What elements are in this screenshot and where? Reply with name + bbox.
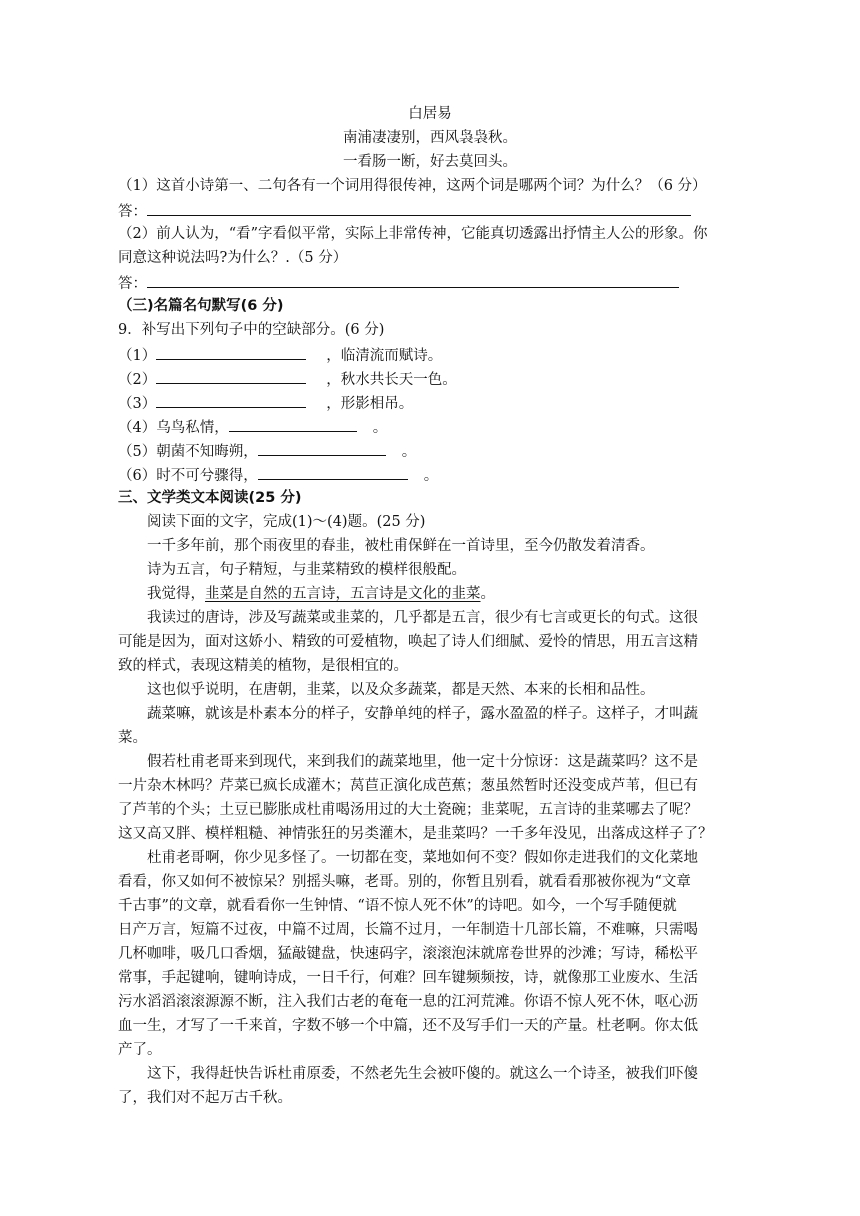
paragraph-line: 日产万言，短篇不过夜，中篇不过周，长篇不过月，一年制造十几部长篇，不难嘛，只需喝 — [118, 922, 698, 938]
answer-row-2 — [118, 272, 679, 294]
paragraph-line: 了，我们对不起万古千秋。 — [118, 1090, 292, 1106]
question-2-line-2: 同意这种说法吗?为什么？.（5 分） — [118, 250, 348, 266]
paragraph-line: 菜。 — [118, 730, 147, 746]
paragraph-line: 污水滔滔滚滚源源不断，注入我们古老的奄奄一息的江河荒滩。你语不惊人死不休，呕心沥 — [118, 994, 698, 1010]
answer-blank-1[interactable] — [147, 200, 691, 216]
paragraph-line: 致的样式，表现这精美的植物，是很相宜的。 — [118, 658, 408, 674]
item-text: 。 — [423, 468, 439, 484]
item-prompt: （6）时不可兮骤得， — [118, 468, 258, 484]
paragraph-line: 杜甫老哥啊，你少见多怪了。一切都在变，菜地如何不变？假如你走进我们的文化菜地 — [147, 850, 698, 866]
dictation-item — [118, 392, 413, 414]
paragraph-line: 了芦苇的个头；土豆已膨胀成杜甫喝汤用过的大土瓷碗；韭菜呢，五言诗的韭菜哪去了呢？ — [118, 802, 698, 818]
question-2-line-1: （2）前人认为，“看”字看似平常，实际上非常传神，它能真切透露出抒情主人公的形象。你 — [118, 226, 708, 242]
question-1: （1）这首小诗第一、二句各有一个词用得很传神，这两个词是哪两个词？为什么？（6 分） — [118, 178, 707, 194]
paragraph-line — [147, 584, 495, 604]
answer-row-1 — [118, 200, 691, 222]
paragraph-line: 蔬菜嘛，就该是朴素本分的样子，安静单纯的样子，露水盈盈的样子。这样子，才叫蔬 — [147, 706, 698, 722]
question-9: 9．补写出下列句子中的空缺部分。(6 分) — [118, 322, 385, 338]
fill-blank[interactable] — [258, 464, 408, 480]
paragraph-line: 产了。 — [118, 1042, 162, 1058]
item-number: （2） — [118, 372, 157, 388]
text-span: 。 — [480, 586, 495, 602]
item-number: （3） — [118, 396, 157, 412]
paragraph-line: 千古事”的文章，就看看你一生钟情、“语不惊人死不休”的诗吧。如今，一个写手随便就 — [118, 898, 677, 914]
paragraph-line: 我读过的唐诗，涉及写蔬菜或韭菜的，几乎都是五言，很少有七言或更长的句式。这很 — [147, 610, 698, 626]
reading-intro: 阅读下面的文字，完成(1)～(4)题。(25 分) — [147, 514, 426, 530]
fill-blank[interactable] — [229, 416, 357, 432]
text-span: 我觉得， — [147, 586, 205, 602]
paragraph-line: 可能是因为，面对这娇小、精致的可爱植物，唤起了诗人们细腻、爱怜的情思，用五言这精 — [118, 634, 698, 650]
section-heading-reading: 三、文学类文本阅读(25 分) — [118, 490, 302, 506]
poem-line-1: 南浦凄凄别，西风袅袅秋。 — [343, 130, 517, 146]
fill-blank[interactable] — [258, 440, 386, 456]
item-text: ，临清流而赋诗。 — [326, 348, 443, 364]
paragraph-line: 看看，你又如何不被惊呆？别摇头嘛，老哥。别的，你暂且别看，就看看那被你视为“文章 — [118, 874, 691, 890]
dictation-item — [118, 464, 438, 486]
fill-blank[interactable] — [156, 344, 306, 360]
paragraph-line: 这下，我得赶快告诉杜甫原委，不然老先生会被吓傻的。就这么一个诗圣，被我们吓傻 — [147, 1066, 698, 1082]
fill-blank[interactable] — [156, 392, 306, 408]
dictation-item — [118, 344, 442, 366]
item-prompt: （4）乌鸟私情， — [118, 420, 229, 436]
paragraph-line: 常事，手起键响，键响诗成，一日千行，何难？回车键频频按，诗，就像那工业废水、生活 — [118, 970, 698, 986]
item-text: 。 — [401, 444, 417, 460]
item-number: （1） — [118, 348, 157, 364]
underlined-sentence: 韭菜是自然的五言诗，五言诗是文化的韭菜 — [205, 586, 481, 602]
answer-label: 答： — [118, 276, 147, 292]
dictation-item — [118, 416, 387, 438]
paragraph-line: 几杯咖啡，吸几口香烟，猛敲键盘，快速码字，滚滚泡沫就席卷世界的沙滩；写诗，稀松平 — [118, 946, 698, 962]
answer-label: 答： — [118, 204, 147, 220]
dictation-item — [118, 440, 416, 462]
answer-blank-2[interactable] — [147, 272, 679, 288]
paragraph-line: 血一生，才写了一千来首，字数不够一个中篇，还不及写手们一天的产量。杜老啊。你太低 — [118, 1018, 698, 1034]
fill-blank[interactable] — [156, 368, 306, 384]
item-prompt: （5）朝菌不知晦朔， — [118, 444, 258, 460]
section-heading-dictation: （三)名篇名句默写(6 分) — [118, 298, 284, 314]
poem-author: 白居易 — [408, 106, 452, 122]
paragraph-line: 这又高又胖、模样粗糙、神情张狂的另类灌木，是韭菜吗？一千多年没见，出落成这样子了？ — [118, 826, 713, 842]
dictation-item — [118, 368, 457, 390]
item-text: ，秋水共长天一色。 — [326, 372, 457, 388]
paragraph-line: 这也似乎说明，在唐朝，韭菜，以及众多蔬菜，都是天然、本来的长相和品性。 — [147, 682, 655, 698]
paragraph-line: 一千多年前，那个雨夜里的春韭，被杜甫保鲜在一首诗里，至今仍散发着清香。 — [147, 538, 655, 554]
paragraph-line: 假若杜甫老哥来到现代，来到我们的蔬菜地里，他一定十分惊讶：这是蔬菜吗？这不是 — [147, 754, 698, 770]
paragraph-line: 一片杂木林吗？芹菜已疯长成灌木；莴苣正演化成芭蕉；葱虽然暂时还没变成芦苇，但已有 — [118, 778, 698, 794]
paragraph-line: 诗为五言，句子精短，与韭菜精致的模样很般配。 — [147, 562, 466, 578]
item-text: ，形影相吊。 — [326, 396, 414, 412]
item-text: 。 — [372, 420, 388, 436]
poem-line-2: 一看肠一断，好去莫回头。 — [343, 154, 517, 170]
